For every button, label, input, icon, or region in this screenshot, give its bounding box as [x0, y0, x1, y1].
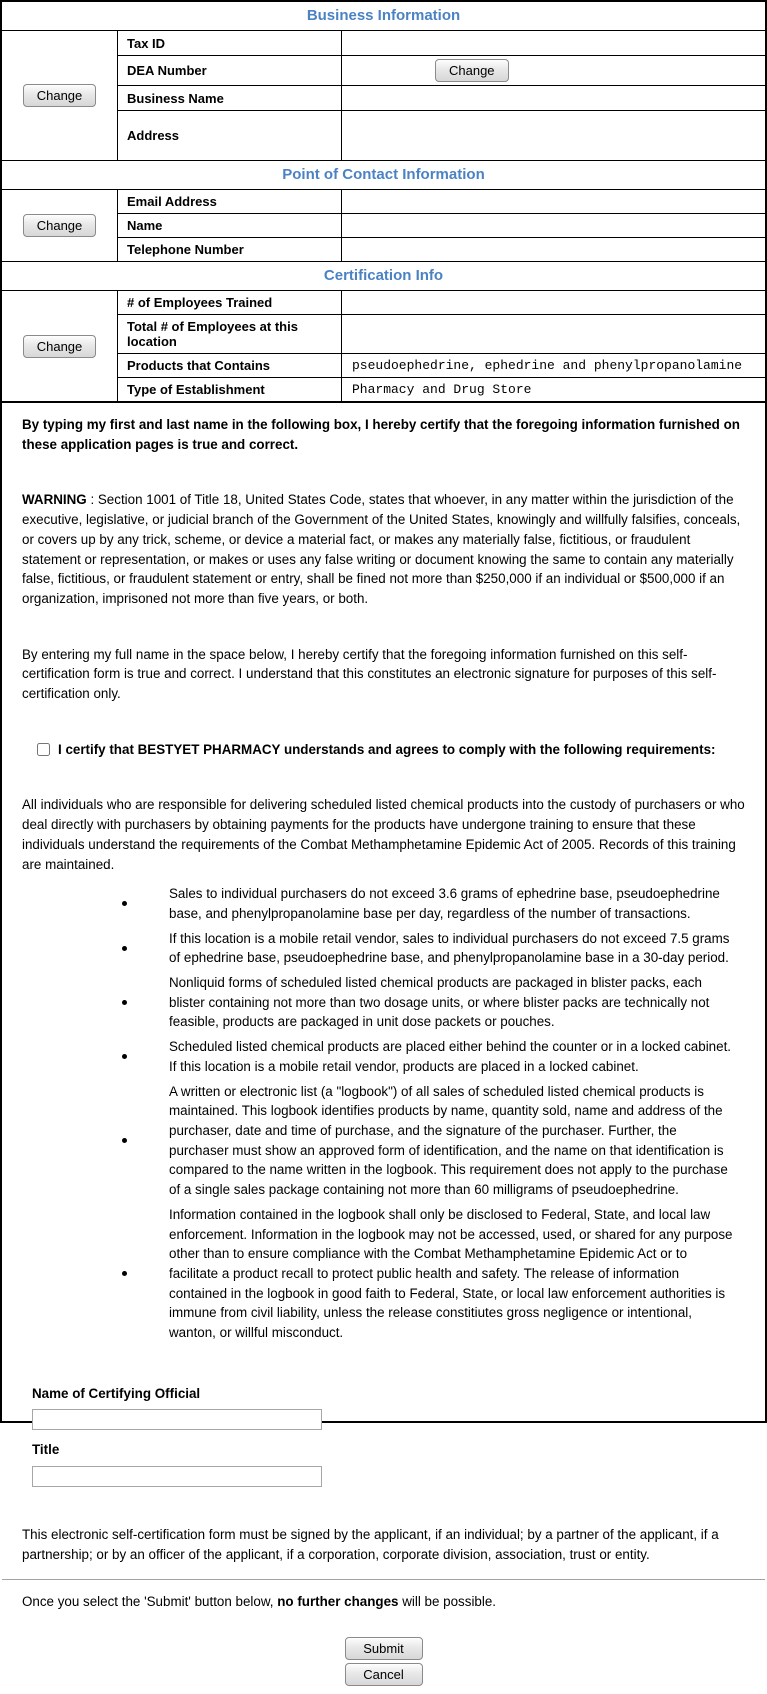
bullet-icon [122, 901, 127, 906]
list-item [22, 884, 745, 923]
table-row [118, 190, 765, 214]
warning-paragraph [22, 490, 745, 608]
certification-change-cell [2, 291, 118, 401]
table-row [118, 31, 765, 56]
requirement-text: Information contained in the logbook shall only be disclosed to Federal, State, and local law enforcement. Information in the logbook may not be accessed, used, or shared for any purpose other than to ensure compliance with the Combat Methamphetamine Epidemic Act or to facilitate a product recall to protect public health and safety. The release of information contained in the logbook in good faith to Federal, State, or local law enforcement authorities is immune from civil liability, unless the release constitiutes gross negligence or intentional, wanton, or willful misconduct. [169, 1206, 733, 1341]
certify-checkbox-row [37, 740, 745, 760]
certification-info-table [2, 291, 765, 402]
point-of-contact-table [2, 190, 765, 262]
certify-intro-text: By typing my first and last name in the following box, I hereby certify that the foregoing information furnished on these application pages is true and correct. [22, 417, 740, 452]
telephone-number-label: Telephone Number [118, 238, 342, 261]
business-rows [118, 31, 765, 160]
contact-change-button[interactable]: Change [23, 214, 97, 237]
requirement-text: Nonliquid forms of scheduled listed chemical products are packaged in blister packs, each blister containing not more than two dosage units, or where blister packs are technically not feasible, products are packaged in unit dose packets or pouches. [169, 975, 710, 1030]
warning-label: WARNING [22, 492, 87, 508]
list-item [22, 929, 745, 968]
total-employees-value [342, 315, 765, 353]
point-of-contact-header: Point of Contact Information [2, 161, 765, 190]
tax-id-value [342, 31, 765, 55]
establishment-type-label: Type of Establishment [118, 378, 342, 401]
employees-trained-label: # of Employees Trained [118, 291, 342, 314]
cancel-button[interactable]: Cancel [345, 1663, 423, 1686]
contact-rows [118, 190, 765, 261]
table-row [118, 214, 765, 238]
business-information-table [2, 31, 765, 161]
list-item [22, 1082, 745, 1200]
requirement-text: Scheduled listed chemical products are placed either behind the counter or in a locked cabinet. If this location is a mobile retail vendor, products are placed in a locked cabinet. [169, 1039, 732, 1074]
title-label: Title [32, 1442, 60, 1458]
warning-text: : Section 1001 of Title 18, United States Code, states that whoever, in any matter within the jurisdiction of the executive, legislative, or judicial branch of the Government of the United States, knowingly and willfully falsifies, conceals, or covers up by any trick, scheme, or device a material fact, or makes any materially false, fictitious, or fraudulent statement or representation, or makes or uses any false writing or document knowing the same to contain any materially false, fictitious, or fraudulent statement or entry, shall be fined not more than $250,000 if an individual or $500,000 if an organization, imprisoned not more than five years, or both. [22, 492, 741, 606]
business-information-header: Business Information [2, 2, 765, 31]
list-item [22, 1205, 745, 1343]
requirements-list [22, 884, 745, 1342]
requirement-text: Sales to individual purchasers do not exceed 3.6 grams of ephedrine base, pseudoephedrine base, and phenylpropanolamine base per day, regardless of the number of transactions. [169, 886, 720, 921]
dea-number-change-button[interactable]: Change [435, 59, 509, 82]
products-contains-value: pseudoephedrine, ephedrine and phenylpropanolamine [352, 358, 743, 373]
contact-change-cell [2, 190, 118, 261]
footer [2, 1580, 765, 1694]
email-address-value [342, 190, 765, 213]
address-label: Address [118, 111, 342, 160]
employees-trained-value [342, 291, 765, 314]
address-value [342, 111, 765, 160]
submit-note-prefix: Once you select the 'Submit' button below, [22, 1593, 278, 1609]
requirement-text: A written or electronic list (a "logbook") of all sales of scheduled listed chemical products is maintained. This logbook identifies products by name, quantity sold, name and address of the purchaser, date and time of purchase, and the signature of the purchaser. Further, the purchaser must show an approved form of identification, and the name on that identification is compared to the name written in the logbook. This requirement does not apply to the purchase of a single sales package containing not more than 60 milligrams of pseudoephedrine. [169, 1083, 728, 1198]
certifying-official-input[interactable] [32, 1409, 322, 1430]
requirement-text: If this location is a mobile retail vendor, sales to individual purchasers do not exceed 7.5 grams of ephedrine base, pseudoephedrine base, and phenylpropanolamine base in a 30-day period. [169, 930, 730, 966]
tax-id-label: Tax ID [118, 31, 342, 55]
bullet-icon [122, 1271, 127, 1276]
business-name-label: Business Name [118, 86, 342, 110]
certifying-official-label: Name of Certifying Official [32, 1385, 201, 1401]
submit-button[interactable]: Submit [345, 1637, 423, 1660]
table-row [118, 56, 765, 86]
bullet-icon [122, 1054, 127, 1059]
list-item [22, 1037, 745, 1076]
products-contains-label: Products that Contains [118, 354, 342, 377]
business-change-cell [2, 31, 118, 160]
table-row [118, 378, 765, 401]
certification-change-button[interactable]: Change [23, 335, 97, 358]
esign-paragraph: By entering my full name in the space below, I hereby certify that the foregoing information furnished on this self-certification form is true and correct. I understand that this constitutes an electronic signature for purposes of this self-certification only. [22, 646, 717, 702]
signing-note: This electronic self-certification form must be signed by the applicant, if an individual; by a partner of the applicant, if a partnership; or by an officer of the applicant, if a corporation, corporate division, association, trust or entity. [22, 1527, 719, 1562]
table-row [118, 315, 765, 354]
certification-rows [118, 291, 765, 401]
telephone-number-value [342, 238, 765, 261]
business-change-button[interactable]: Change [23, 84, 97, 107]
dea-number-value [342, 56, 765, 85]
email-address-label: Email Address [118, 190, 342, 213]
list-item [22, 973, 745, 1032]
business-name-value [342, 86, 765, 110]
submit-note-bold: no further changes [277, 1593, 399, 1609]
table-row [118, 238, 765, 261]
certification-statement-block [2, 403, 765, 1565]
total-employees-label: Total # of Employees at this location [118, 315, 342, 353]
table-row [118, 291, 765, 315]
certify-checkbox[interactable] [37, 743, 50, 756]
establishment-type-value: Pharmacy and Drug Store [352, 382, 532, 397]
dea-number-label: DEA Number [118, 56, 342, 85]
title-input[interactable] [32, 1466, 322, 1487]
certification-info-header: Certification Info [2, 262, 765, 291]
submit-note [22, 1594, 745, 1609]
contact-name-label: Name [118, 214, 342, 237]
bullet-icon [122, 946, 127, 951]
requirements-intro: All individuals who are responsible for delivering scheduled listed chemical products into the custody of purchasers or who deal directly with purchasers by obtaining payments for the products have undergone training to ensure that these individuals understand the requirements of the Combat Methamphetamine Epidemic Act of 2005. Records of this training are maintained. [22, 797, 745, 872]
bullet-icon [122, 1000, 127, 1005]
contact-name-value [342, 214, 765, 237]
table-row [118, 111, 765, 160]
table-row [118, 86, 765, 111]
action-buttons [22, 1637, 745, 1686]
table-row [118, 354, 765, 378]
bullet-icon [122, 1138, 127, 1143]
submit-note-suffix: will be possible. [398, 1593, 497, 1609]
certify-checkbox-label: I certify that BESTYET PHARMACY understands and agrees to comply with the following requirements: [58, 741, 716, 757]
